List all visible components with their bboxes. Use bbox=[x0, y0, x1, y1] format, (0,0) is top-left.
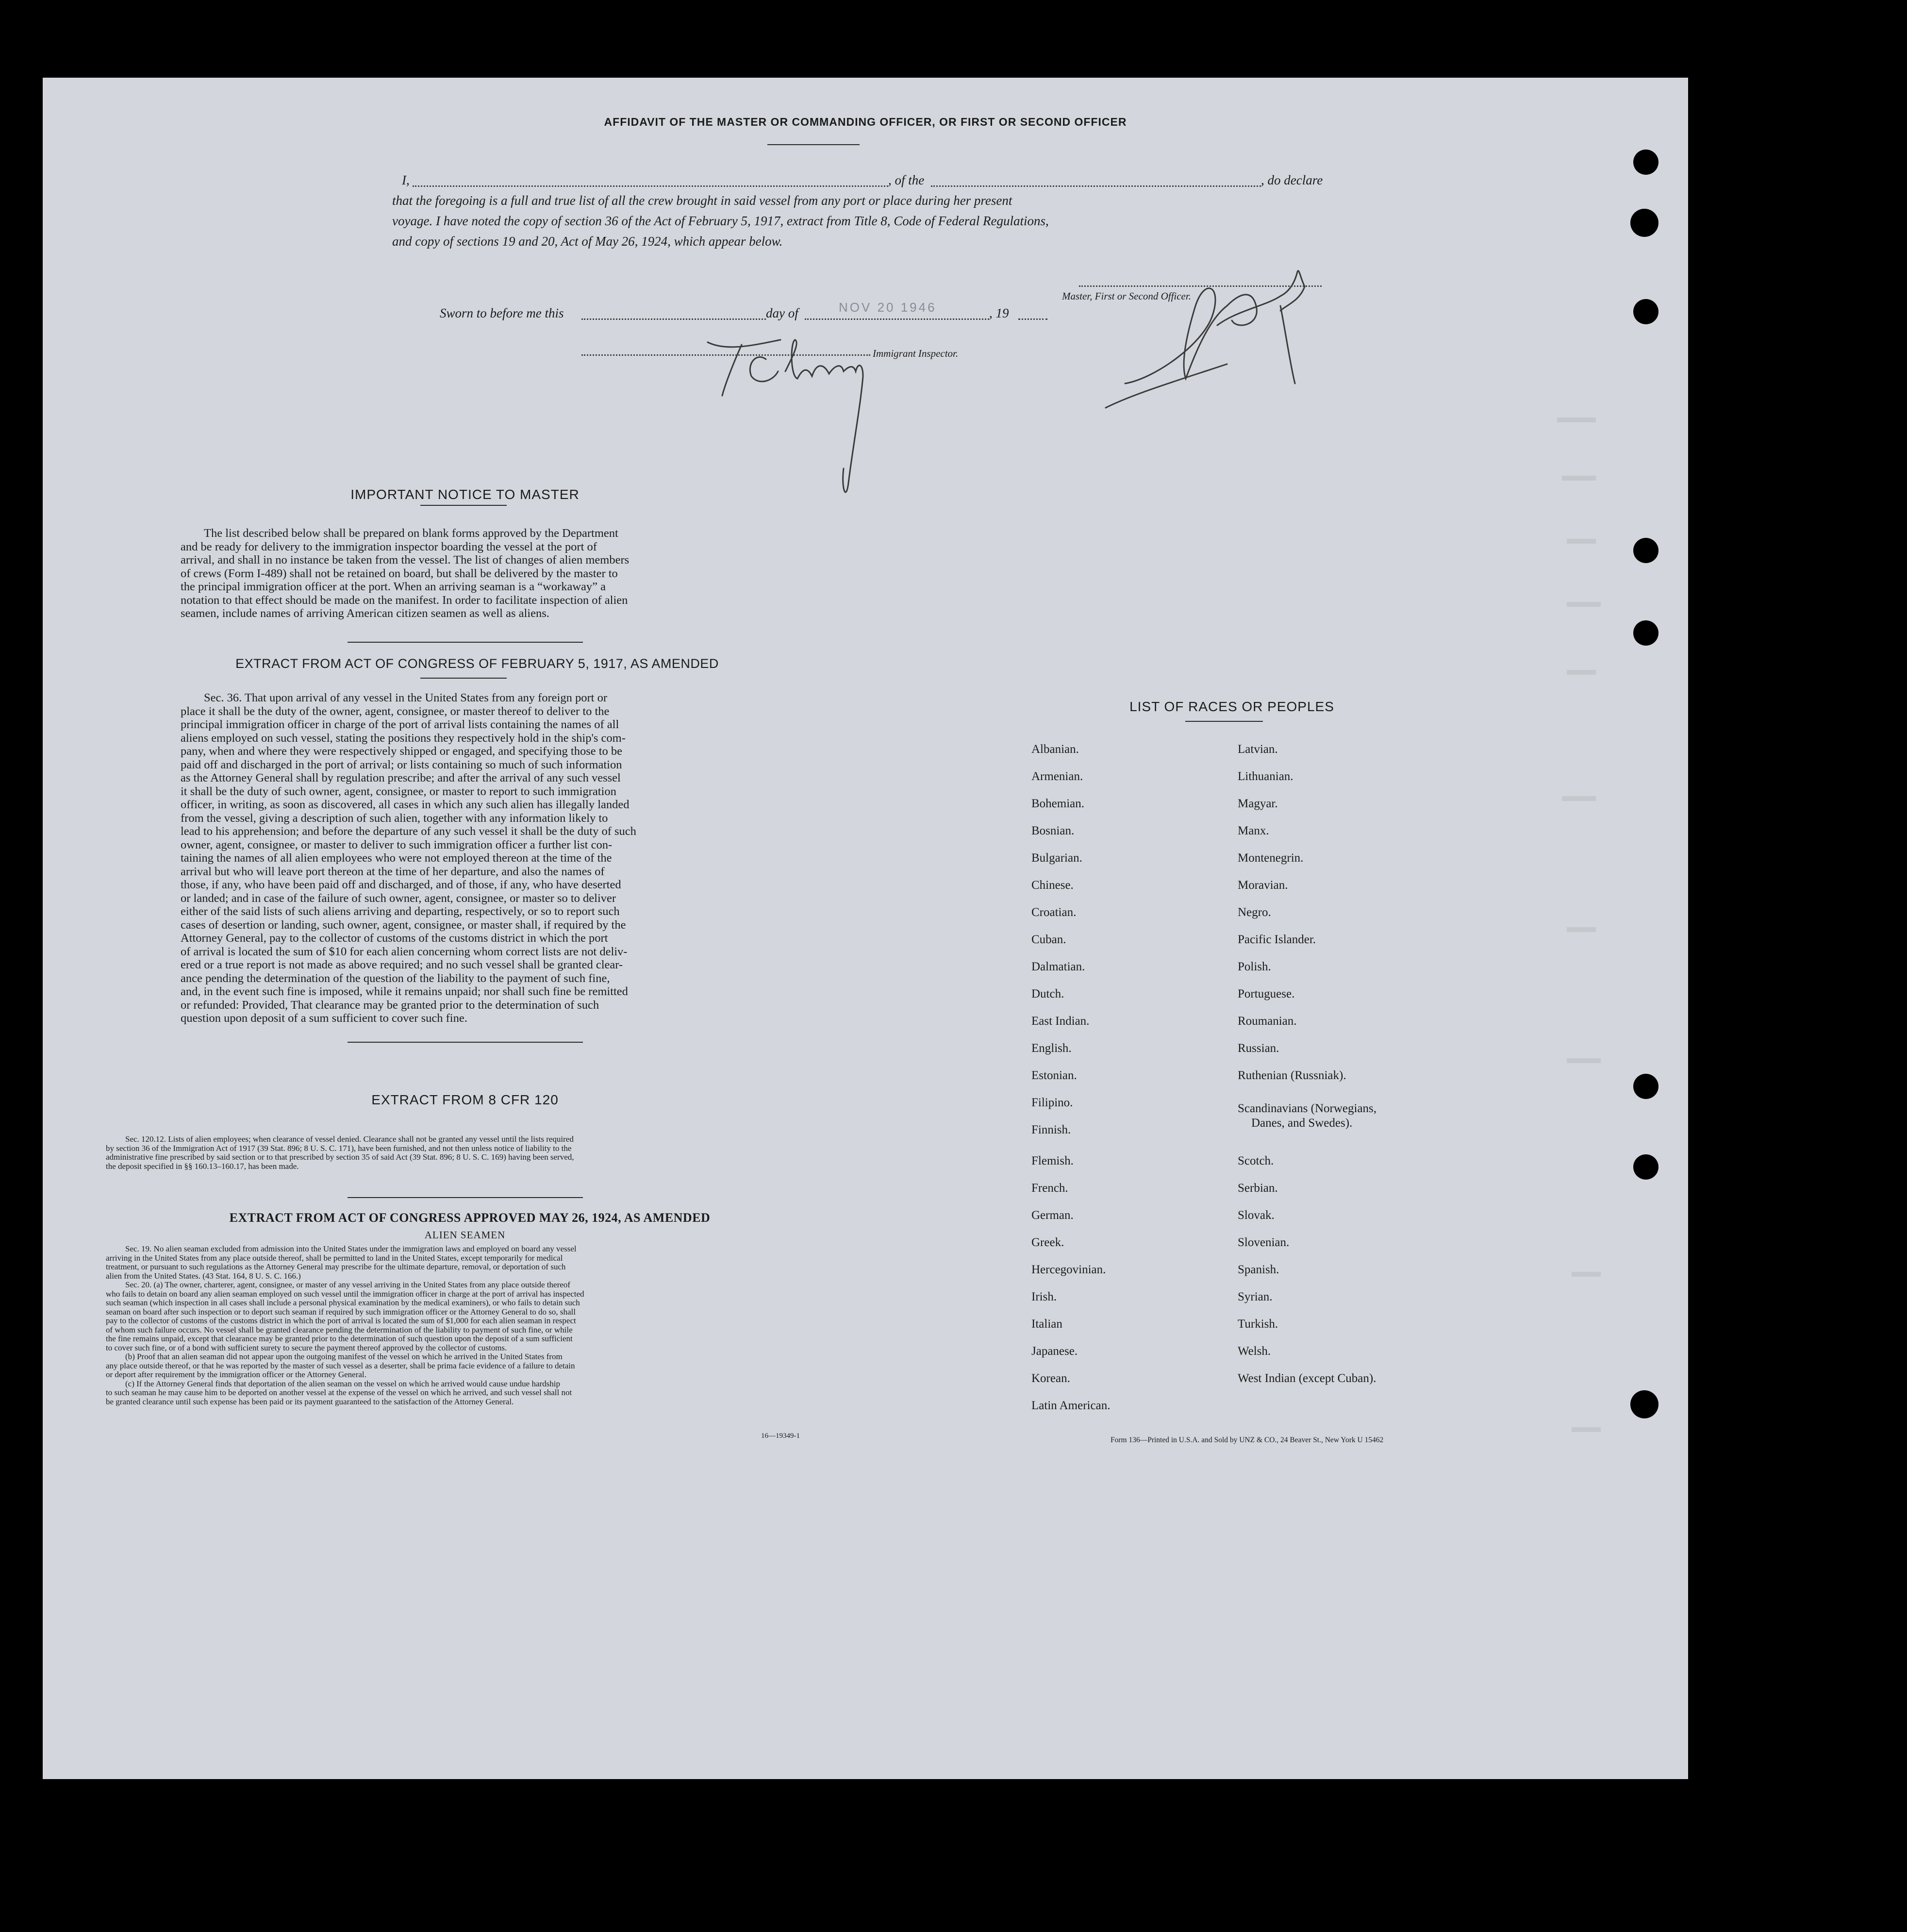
form-footer: Form 136—Printed in U.S.A. and Sold by UNZ & CO., 24 Beaver St., New York U 15462 bbox=[1111, 1436, 1384, 1444]
seamen-line: who fails to detain on board any alien seaman employed on such vessel until the immigration officer in charge at the port of arrival has inspected bbox=[106, 1289, 584, 1299]
seamen-line: the fine remains unpaid, except that clearance may be granted prior to the determination of such question upon the deposit of a sum sufficient bbox=[106, 1334, 573, 1343]
notice-line: the principal immigration officer at the port. When an arriving seaman is a “workaway” a bbox=[181, 580, 606, 593]
section-divider bbox=[348, 642, 583, 643]
notice-line: of crews (Form I-489) shall not be retained on board, but shall be delivered by the master to bbox=[181, 566, 618, 580]
extract-line: paid off and discharged in the port of arrival; or lists containing so much of such information bbox=[181, 758, 622, 771]
declaration-line-3: and copy of sections 19 and 20, Act of May 26, 1924, which appear below. bbox=[392, 234, 783, 249]
sworn-year-field[interactable] bbox=[1018, 318, 1047, 320]
seamen-line: arriving in the United States from any place outside thereof, shall be permitted to land in the United States, except temporarily for medical bbox=[106, 1253, 563, 1263]
extract-cfr-title: EXTRACT FROM 8 CFR 120 bbox=[371, 1092, 559, 1107]
vessel-name-field[interactable] bbox=[931, 185, 1261, 187]
master-label: Master, First or Second Officer. bbox=[1062, 290, 1191, 302]
race-left-item: Greek. bbox=[1031, 1236, 1064, 1249]
punch-hole bbox=[1633, 1154, 1658, 1180]
race-right-item: Manx. bbox=[1238, 824, 1269, 837]
inspector-label: Immigrant Inspector. bbox=[873, 348, 959, 359]
inspector-signature bbox=[674, 323, 897, 517]
race-right-item: Serbian. bbox=[1238, 1182, 1278, 1195]
seamen-line: alien from the United States. (43 Stat. 164, 8 U. S. C. 166.) bbox=[106, 1271, 301, 1281]
race-left-item: Dutch. bbox=[1031, 987, 1064, 1000]
extract-line: owner, agent, consignee, or master to deliver to such immigration officer a further list con- bbox=[181, 838, 613, 851]
extract-line: those, if any, who have been paid off and discharged, and of those, if any, who have deserted bbox=[181, 878, 621, 891]
race-right-item: Russian. bbox=[1238, 1042, 1279, 1055]
seamen-line: pay to the collector of customs of the customs district in which the port of arrival is located the sum of $1,000 for each alien seaman in respect bbox=[106, 1316, 576, 1325]
extract-line: ance pending the determination of the question of the liability to the payment of such fine, bbox=[181, 971, 610, 985]
notice-line: notation to that effect should be made on the manifest. In order to facilitate inspection of alien bbox=[181, 593, 628, 607]
race-left-item: English. bbox=[1031, 1042, 1072, 1055]
affidavit-i-label: I, bbox=[402, 173, 410, 187]
cfr-line: Sec. 120.12. Lists of alien employees; when clearance of vessel denied. Clearance shall not be granted any vessel until the lists required bbox=[125, 1134, 574, 1144]
punch-hole bbox=[1633, 299, 1658, 324]
race-right-item: Turkish. bbox=[1238, 1317, 1278, 1331]
notice-title: IMPORTANT NOTICE TO MASTER bbox=[350, 487, 580, 502]
race-right-item: Latvian. bbox=[1238, 743, 1278, 756]
race-left-item: Estonian. bbox=[1031, 1069, 1077, 1082]
race-right-item: Scandinavians (Norwegians, bbox=[1238, 1102, 1377, 1115]
race-right-item: Lithuanian. bbox=[1238, 770, 1293, 783]
extract-line: of arrival is located the sum of $10 for each alien concerning whom correct lists are not deliv- bbox=[181, 945, 628, 958]
race-right-item: Moravian. bbox=[1238, 879, 1288, 892]
date-stamp: NOV 20 1946 bbox=[839, 300, 937, 315]
seamen-line: to such seaman he may cause him to be deported on another vessel at the expense of the vessel on which he arrived, and such vessel shall not bbox=[106, 1388, 572, 1397]
race-right-item: Danes, and Swedes). bbox=[1251, 1116, 1353, 1130]
affidavit-title-rule bbox=[767, 144, 860, 145]
extract-line: taining the names of all alien employees who were not employed thereon at the time of the bbox=[181, 851, 612, 865]
extract-line: cases of desertion or landing, such owner, agent, consignee, or master shall, if required by the bbox=[181, 918, 626, 932]
inspector-signature-line bbox=[581, 354, 870, 356]
race-left-item: Hercegovinian. bbox=[1031, 1263, 1106, 1276]
race-left-item: Bohemian. bbox=[1031, 797, 1085, 810]
race-right-item: Pacific Islander. bbox=[1238, 933, 1316, 946]
race-right-item: Polish. bbox=[1238, 960, 1271, 973]
extract-1917-body bbox=[181, 691, 775, 1025]
notice-title-rule bbox=[420, 505, 507, 506]
race-left-item: Filipino. bbox=[1031, 1096, 1073, 1109]
extract-line: principal immigration officer in charge of the port of arrival lists containing the names of all bbox=[181, 718, 619, 731]
race-left-item: Croatian. bbox=[1031, 906, 1077, 919]
cfr-line: by section 36 of the Immigration Act of 1917 (39 Stat. 896; 8 U. S. C. 171), have been furnished, and not then unless notice of liability to the bbox=[106, 1143, 572, 1153]
race-left-item: Flemish. bbox=[1031, 1154, 1074, 1167]
extract-line: pany, when and where they were respectively shipped or engaged, and specifying those to be bbox=[181, 745, 623, 758]
affidavit-of-the-label: , of the bbox=[888, 173, 925, 187]
extract-line: as the Attorney General shall by regulation prescribe; and after the arrival of any such vessel bbox=[181, 771, 621, 784]
race-left-item: Armenian. bbox=[1031, 770, 1083, 783]
seamen-line: treatment, or pursuant to such regulations as the Attorney General may prescribe for the ultimate departure, removal, or deportation of such bbox=[106, 1262, 566, 1271]
seamen-line: (c) If the Attorney General finds that deportation of the alien seaman on the vessel on which he arrived would cause undue hardship bbox=[125, 1379, 560, 1388]
race-left-item: Dalmatian. bbox=[1031, 960, 1085, 973]
seamen-line: (b) Proof that an alien seaman did not appear upon the outgoing manifest of the vessel on which he arrived in the United States from bbox=[125, 1352, 563, 1361]
race-left-item: Irish. bbox=[1031, 1290, 1057, 1303]
seamen-line: be granted clearance until such expense has been paid or its payment guaranteed to the satisfaction of the Attorney General. bbox=[106, 1397, 514, 1406]
extract-cfr-body bbox=[106, 1135, 823, 1171]
race-right-item: Slovak. bbox=[1238, 1209, 1275, 1222]
extract-1924-title: EXTRACT FROM ACT OF CONGRESS APPROVED MAY 26, 1924, AS AMENDED bbox=[229, 1211, 711, 1225]
races-title-rule bbox=[1185, 721, 1263, 722]
race-left-item: Latin American. bbox=[1031, 1399, 1111, 1412]
form-code: 16—19349-1 bbox=[761, 1432, 800, 1440]
race-right-item: Spanish. bbox=[1238, 1263, 1279, 1276]
punch-hole bbox=[1633, 538, 1658, 563]
extract-line: from the vessel, giving a description of such alien, together with any information likely to bbox=[181, 811, 608, 825]
cfr-line: the deposit specified in §§ 160.13–160.17, has been made. bbox=[106, 1161, 299, 1171]
bleed-through-marks bbox=[1499, 417, 1644, 1631]
sworn-label: Sworn to before me this bbox=[440, 306, 564, 320]
notice-line: arrival, and shall in no instance be taken from the vessel. The list of changes of alien members bbox=[181, 553, 630, 566]
extract-line: it shall be the duty of such owner, agent, consignee, or master to report to such immigration bbox=[181, 784, 616, 798]
race-left-item: German. bbox=[1031, 1209, 1074, 1222]
seamen-line: of whom such failure occurs. No vessel shall be granted clearance pending the determination of the liability to payment of such fine, or while bbox=[106, 1325, 573, 1334]
race-left-item: Albanian. bbox=[1031, 743, 1079, 756]
extract-line: Attorney General, pay to the collector of customs of the customs district in which the port bbox=[181, 932, 608, 945]
punch-hole bbox=[1630, 209, 1658, 237]
race-left-item: Japanese. bbox=[1031, 1345, 1078, 1358]
affidavit-title: AFFIDAVIT OF THE MASTER OR COMMANDING OFFICER, OR FIRST OR SECOND OFFICER bbox=[604, 116, 1127, 128]
race-left-item: Bosnian. bbox=[1031, 824, 1075, 837]
section-divider bbox=[348, 1042, 583, 1043]
race-right-item: Magyar. bbox=[1238, 797, 1278, 810]
race-right-item: Portuguese. bbox=[1238, 987, 1295, 1000]
notice-line: seamen, include names of arriving American citizen seamen as well as aliens. bbox=[181, 607, 549, 620]
race-left-item: Italian bbox=[1031, 1317, 1062, 1331]
declaration-line-2: voyage. I have noted the copy of section 36 of the Act of February 5, 1917, extract from Title 8, Code of Federal Regulations, bbox=[392, 214, 1049, 228]
extract-1924-body bbox=[106, 1245, 823, 1406]
punch-hole bbox=[1630, 1390, 1658, 1418]
race-right-item: Montenegrin. bbox=[1238, 851, 1304, 865]
race-left-item: Finnish. bbox=[1031, 1123, 1071, 1136]
extract-line: lead to his apprehension; and before the departure of any such vessel it shall be the duty of such bbox=[181, 825, 636, 838]
race-left-item: Bulgarian. bbox=[1031, 851, 1082, 865]
seamen-line: Sec. 19. No alien seaman excluded from admission into the United States under the immigration laws and employed on board any vessel bbox=[125, 1244, 577, 1253]
race-left-item: Cuban. bbox=[1031, 933, 1066, 946]
races-title: LIST OF RACES OR PEOPLES bbox=[1129, 699, 1334, 714]
master-name-field[interactable] bbox=[413, 185, 888, 187]
extract-line: and, in the event such fine is imposed, while it remains unpaid; nor shall such fine be remitted bbox=[181, 985, 628, 998]
declaration-line-1: that the foregoing is a full and true list of all the crew brought in said vessel from any port or place during her present bbox=[392, 193, 1012, 208]
cfr-line: administrative fine prescribed by said section or to that prescribed by section 35 of said Act (39 Stat. 896; 8 U. S. C. 169) having been served, bbox=[106, 1152, 574, 1162]
race-right-item: Scotch. bbox=[1238, 1154, 1274, 1167]
extract-line: place it shall be the duty of the owner, agent, consignee, or master thereof to deliver to the bbox=[181, 704, 610, 718]
extract-line: question upon deposit of a sum sufficient to cover such fine. bbox=[181, 1012, 467, 1025]
sworn-month-field[interactable] bbox=[805, 318, 989, 320]
extract-line: arrival but who will leave port thereon at the time of her departure, and also the names of bbox=[181, 865, 605, 878]
day-of-label: day of bbox=[766, 306, 798, 320]
notice-body bbox=[181, 527, 775, 620]
extract-1917-title-rule bbox=[420, 678, 507, 679]
master-signature bbox=[1077, 233, 1329, 437]
extract-line: either of the said lists of such aliens arriving and departing, respectively, or so to report such bbox=[181, 905, 620, 918]
extract-line: ered or a true report is not made as above required; and no such vessel shall be granted clear- bbox=[181, 958, 623, 971]
extract-line: or refunded: Provided, That clearance may be granted prior to the determination of such bbox=[181, 998, 599, 1012]
race-left-item: Korean. bbox=[1031, 1372, 1070, 1385]
seamen-line: any place outside thereof, or that he was reported by the master of such vessel as a deserter, shall be prima facie evidence of a failure to detain bbox=[106, 1361, 575, 1370]
punch-hole bbox=[1633, 150, 1658, 175]
race-left-item: Chinese. bbox=[1031, 879, 1074, 892]
notice-line: and be ready for delivery to the immigration inspector boarding the vessel at the port of bbox=[181, 540, 597, 553]
seamen-line: such seaman (which inspection in all cases shall include a personal physical examination by the medical examiners), or who fails to detain such bbox=[106, 1298, 580, 1307]
race-right-item: Negro. bbox=[1238, 906, 1271, 919]
document-page bbox=[43, 78, 1688, 1779]
race-right-item: Ruthenian (Russniak). bbox=[1238, 1069, 1346, 1082]
section-divider bbox=[348, 1197, 583, 1198]
extract-line: or landed; and in case of the failure of such owner, agent, consignee, or master so to deliver bbox=[181, 891, 616, 905]
race-right-item: Syrian. bbox=[1238, 1290, 1273, 1303]
sworn-day-field[interactable] bbox=[581, 318, 766, 320]
seamen-line: seaman on board after such inspection or to deport such seaman if required by such immigration officer or the Attorney General to do so, shall bbox=[106, 1307, 576, 1316]
extract-1917-title: EXTRACT FROM ACT OF CONGRESS OF FEBRUARY 5, 1917, AS AMENDED bbox=[235, 656, 719, 671]
race-right-item: West Indian (except Cuban). bbox=[1238, 1372, 1376, 1385]
extract-line: aliens employed on such vessel, stating the positions they respectively hold in the ship's com- bbox=[181, 731, 626, 745]
race-right-item: Welsh. bbox=[1238, 1345, 1271, 1358]
seamen-line: to cover such fine, or of a bond with sufficient surety to secure the payment thereof approved by the collector of customs. bbox=[106, 1343, 507, 1352]
race-left-item: East Indian. bbox=[1031, 1015, 1090, 1028]
extract-line: officer, in writing, as soon as discovered, all cases in which any such alien has illegally landed bbox=[181, 798, 630, 811]
master-signature-line bbox=[1079, 285, 1322, 287]
extract-1924-subtitle: ALIEN SEAMEN bbox=[424, 1229, 506, 1241]
affidavit-declare-label: , do declare bbox=[1261, 173, 1323, 187]
seamen-line: or deport after requirement by the immigration officer or the Attorney General. bbox=[106, 1370, 366, 1379]
punch-hole bbox=[1633, 620, 1658, 646]
seamen-line: Sec. 20. (a) The owner, charterer, agent, consignee, or master of any vessel arriving in the United States from any place outside thereof bbox=[125, 1280, 570, 1289]
race-right-item: Roumanian. bbox=[1238, 1015, 1297, 1028]
notice-line: The list described below shall be prepared on blank forms approved by the Department bbox=[204, 527, 618, 540]
extract-line: Sec. 36. That upon arrival of any vessel in the United States from any foreign port or bbox=[204, 691, 607, 704]
year-label: , 19 bbox=[989, 306, 1009, 320]
punch-hole bbox=[1633, 1074, 1658, 1099]
race-right-item: Slovenian. bbox=[1238, 1236, 1290, 1249]
race-left-item: French. bbox=[1031, 1182, 1068, 1195]
